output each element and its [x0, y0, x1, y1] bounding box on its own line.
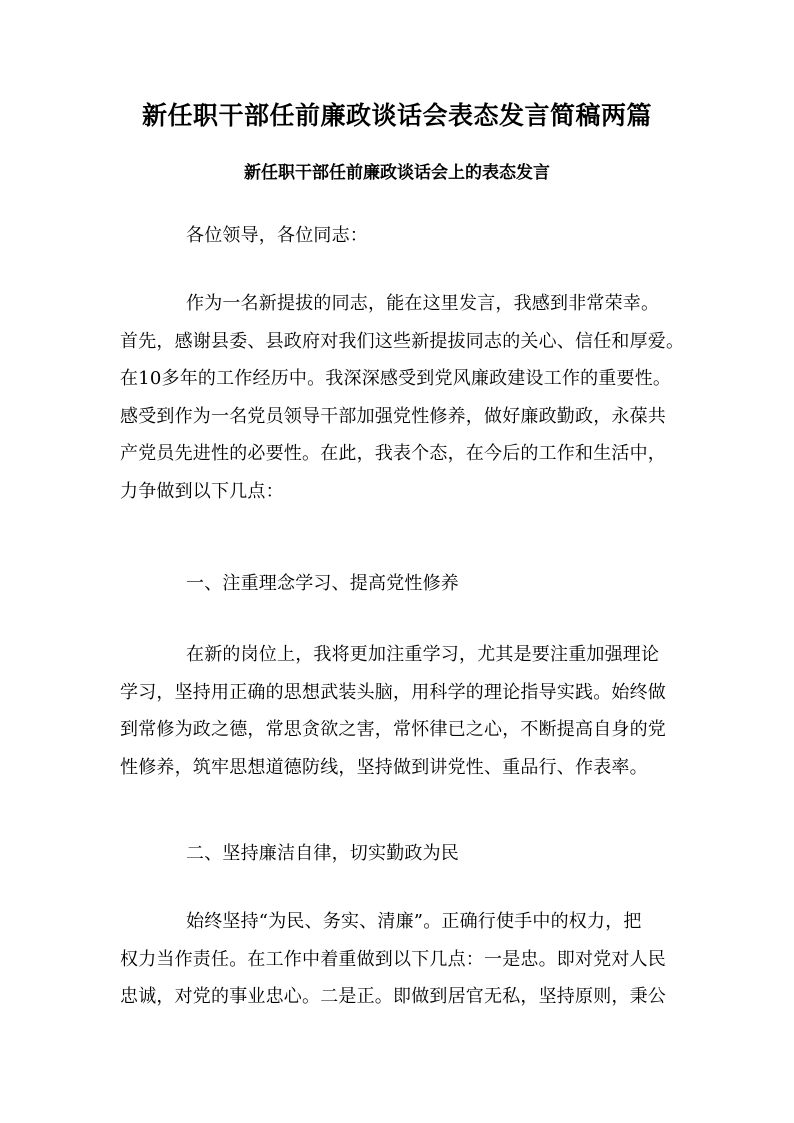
paragraph-line: 权力当作责任。在工作中着重做到以下几点：一是忠。即对党对人民: [120, 948, 666, 970]
paragraph-line: 在新的岗位上，我将更加注重学习，尤其是要注重加强理论: [186, 644, 660, 665]
section-heading-2-block: [120, 835, 688, 873]
paragraph-line: 学习，坚持用正确的思想武装头脑，用科学的理论指导实践。始终做: [120, 681, 666, 703]
document-title: 新任职干部任前廉政谈话会表态发言简稿两篇: [141, 101, 652, 130]
paragraph-integrity: [120, 903, 688, 1016]
document-subtitle: 新任职干部任前廉政谈话会上的表态发言: [244, 163, 550, 183]
paragraph-line: 作为一名新提拔的同志，能在这里发言，我感到非常荣幸。: [186, 293, 660, 314]
paragraph-line: 首先，感谢县委、县政府对我们这些新提拔同志的关心、信任和厚爱。: [120, 330, 685, 352]
paragraph-line: 感受到作为一名党员领导干部加强党性修养，做好廉政勤政，永葆共: [120, 405, 666, 427]
paragraph-study: [120, 636, 688, 786]
section-heading-1-block: [120, 565, 688, 603]
paragraph-line: 到常修为政之德，常思贪欲之害，常怀律已之心，不断提高自身的党: [120, 719, 666, 740]
paragraph-line: 始终坚持“为民、务实、清廉”。正确行使手中的权力，把: [186, 911, 642, 932]
paragraph-line: 忠诚，对党的事业忠心。二是正。即做到居官无私，坚持原则，秉公: [120, 986, 666, 1007]
section-heading-1: 一、注重理念学习、提高党性修养: [186, 573, 459, 594]
salutation-block: [120, 217, 688, 255]
salutation: 各位领导，各位同志：: [186, 225, 368, 246]
section-heading-2: 二、坚持廉洁自律，切实勤政为民: [186, 843, 459, 864]
paragraph-line: 性修养，筑牢思想道德防线，坚持做到讲党性、重品行、作表率。: [120, 756, 648, 778]
paragraph-line: 产党员先进性的必要性。在此，我表个态，在今后的工作和生活中，: [120, 443, 666, 464]
paragraph-line: 力争做到以下几点：: [120, 480, 284, 502]
paragraph-intro: [120, 285, 688, 510]
paragraph-line: 在10多年的工作经历中。我深深感受到党风廉政建设工作的重要性。: [120, 368, 672, 389]
